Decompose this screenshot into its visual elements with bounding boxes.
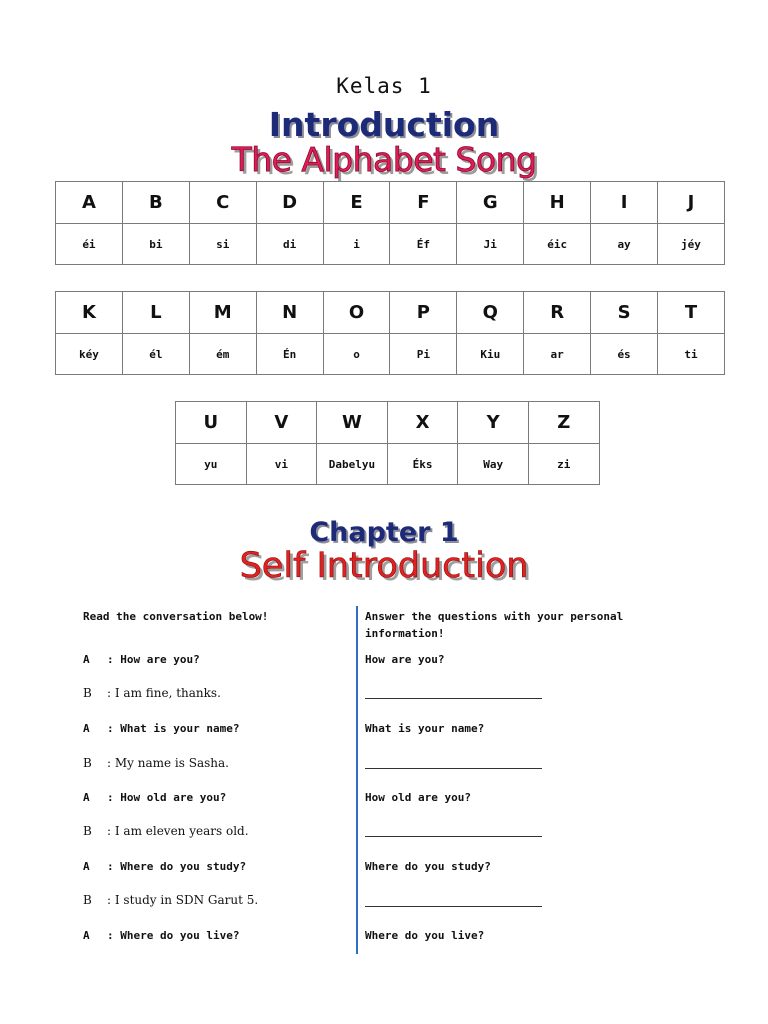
conversation-line [83,824,249,838]
line-text: : I am fine, thanks. [107,686,221,700]
conversation-line [83,686,221,700]
letter-cell: J [658,182,725,224]
speaker-label: B [83,893,92,907]
letter-cell: M [189,292,256,334]
letter-cell: R [524,292,591,334]
letter-cell: L [122,292,189,334]
conversation-instruction: Read the conversation below! [83,610,269,623]
letter-cell: X [387,402,458,444]
line-text: : How old are you? [107,791,227,804]
chapter-title: Chapter 1 [309,517,459,548]
question: Where do you study? [365,860,491,873]
sound-cell: Én [256,334,323,375]
letter-cell: I [591,182,658,224]
sound-cell: Kiu [457,334,524,375]
letter-cell: B [122,182,189,224]
letter-cell: G [457,182,524,224]
answer-blank[interactable] [365,906,542,907]
class-label: Kelas 1 [336,74,432,98]
conversation-line [83,929,239,942]
letter-cell: A [56,182,123,224]
conversation-line [83,653,200,666]
sound-cell: éic [524,224,591,265]
question: How old are you? [365,791,471,804]
speaker-label: B [83,824,92,838]
letter-cell: N [256,292,323,334]
letter-cell: C [189,182,256,224]
letter-cell: V [246,402,317,444]
conversation-line [83,893,258,907]
letter-cell: Z [528,402,599,444]
question: What is your name? [365,722,485,735]
answer-blank[interactable] [365,698,542,699]
sound-cell: jéy [658,224,725,265]
sound-cell: ay [591,224,658,265]
letter-cell: P [390,292,457,334]
question: How are you? [365,653,445,666]
letter-cell: D [256,182,323,224]
conversation-line [83,722,239,735]
sound-cell: ti [658,334,725,375]
introduction-title: Introduction [268,105,500,144]
alphabet-table-row-1 [55,181,725,265]
letter-cell: T [658,292,725,334]
sound-cell: Éks [387,444,458,485]
alphabet-table-row-3 [175,401,600,485]
speaker-label: A [83,653,90,666]
letter-cell: K [56,292,123,334]
sound-cell: si [189,224,256,265]
letter-cell: Y [458,402,529,444]
sound-cell: Éf [390,224,457,265]
sound-cell: yu [176,444,247,485]
answers-instruction-line-1: Answer the questions with your personal [365,610,624,623]
letter-cell: W [317,402,388,444]
speaker-label: B [83,756,92,770]
sound-cell: bi [122,224,189,265]
speaker-label: A [83,860,90,873]
sound-cell: zi [528,444,599,485]
conversation-line [83,756,229,770]
letter-cell: Q [457,292,524,334]
sound-cell: Way [458,444,529,485]
line-text: : How are you? [107,653,200,666]
letter-cell: H [524,182,591,224]
line-text: : My name is Sasha. [107,756,229,770]
line-text: : I am eleven years old. [107,824,249,838]
sound-cell: Dabelyu [317,444,388,485]
letter-cell: S [591,292,658,334]
speaker-label: B [83,686,92,700]
sound-cell: i [323,224,390,265]
letter-cell: E [323,182,390,224]
conversation-line [83,860,246,873]
letter-cell: F [390,182,457,224]
answer-blank[interactable] [365,768,542,769]
alphabet-table-row-2 [55,291,725,375]
sound-cell: vi [246,444,317,485]
sound-cell: és [591,334,658,375]
line-text: : Where do you live? [107,929,240,942]
sound-cell: él [122,334,189,375]
column-divider [356,606,358,954]
sound-cell: ar [524,334,591,375]
sound-cell: kéy [56,334,123,375]
line-text: : Where do you study? [107,860,247,873]
answer-blank[interactable] [365,836,542,837]
line-text: : I study in SDN Garut 5. [107,893,259,907]
self-introduction-title: Self Introduction [239,546,529,586]
sound-cell: ém [189,334,256,375]
answers-instruction-line-2: information! [365,627,445,640]
speaker-label: A [83,722,90,735]
sound-cell: di [256,224,323,265]
speaker-label: A [83,791,90,804]
letter-cell: U [176,402,247,444]
alphabet-song-title: The Alphabet Song [231,140,537,179]
letter-cell: O [323,292,390,334]
question: Where do you live? [365,929,485,942]
sound-cell: o [323,334,390,375]
sound-cell: Ji [457,224,524,265]
speaker-label: A [83,929,90,942]
sound-cell: Pi [390,334,457,375]
sound-cell: éi [56,224,123,265]
conversation-line [83,791,226,804]
line-text: : What is your name? [107,722,240,735]
